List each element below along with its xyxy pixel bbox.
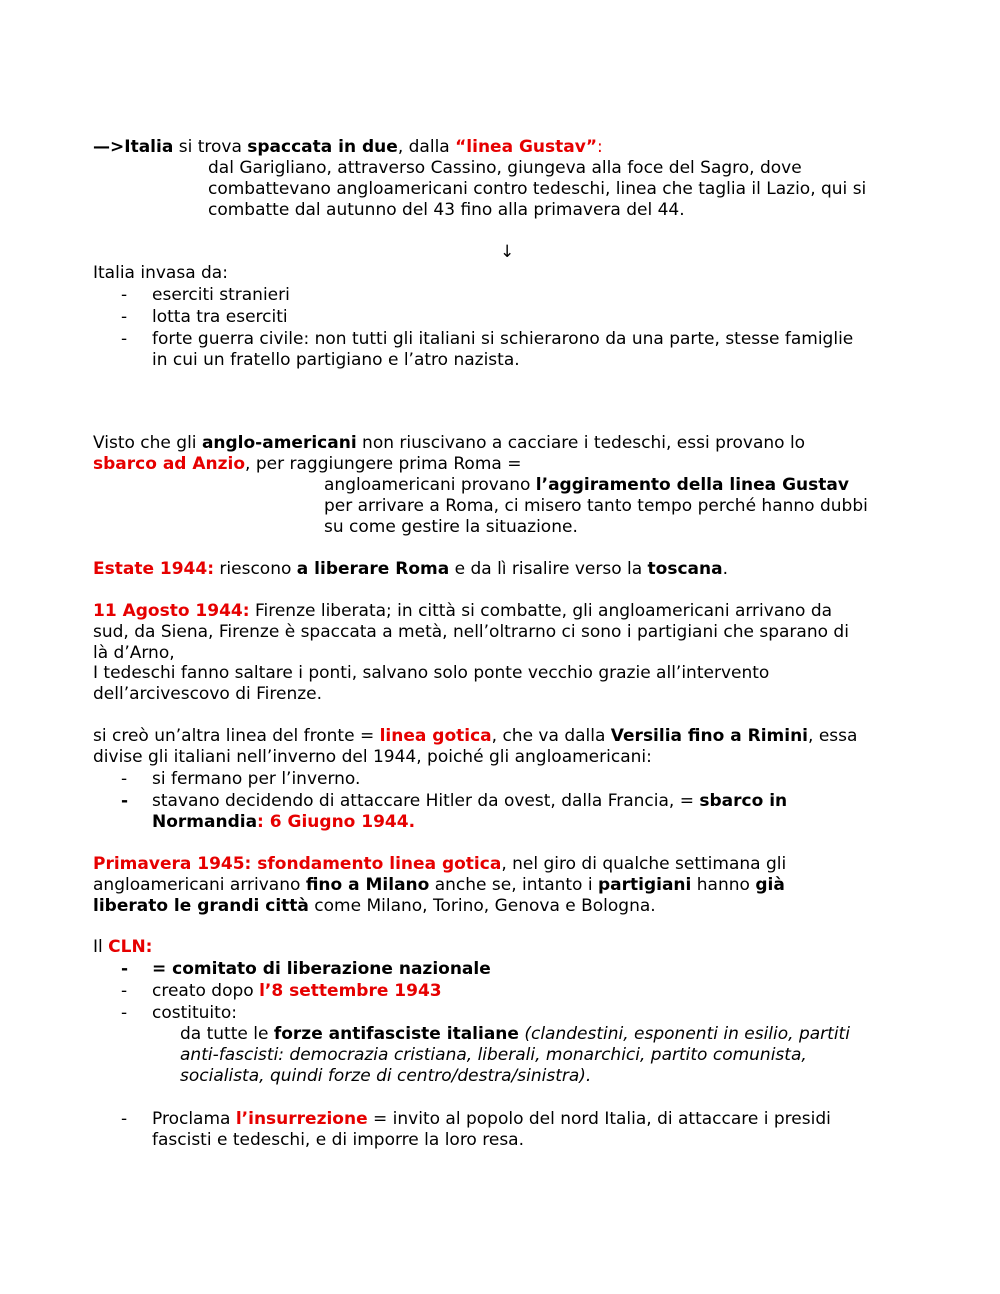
text-span: Visto che gli [93, 433, 202, 453]
bullet-dash: - [121, 1003, 128, 1023]
cln-red: CLN: [108, 937, 153, 957]
list-item: costituito: [152, 1003, 237, 1023]
primavera-line-2 [93, 875, 785, 896]
text-span: , per raggiungere prima Roma = [245, 454, 522, 474]
text-span: come Milano, Torino, Genova e Bologna. [308, 896, 656, 916]
sub-item-line-3: socialista, quindi forze di centro/destra/sinistra). [180, 1066, 592, 1086]
linea-gotica-red: linea gotica [379, 726, 492, 746]
primavera-line-3 [93, 896, 656, 917]
text-span: da tutte le [180, 1024, 274, 1044]
anzio-line-2 [93, 454, 521, 475]
text-span: Proclama [152, 1109, 236, 1129]
list-item-continuation: in cui un fratello partigiano e l’atro nazista. [152, 350, 520, 370]
text-span: , che va dalla [491, 726, 611, 746]
gustav-desc-line-2: combattevano angloamericani contro tedeschi, linea che taglia il Lazio, qui si [208, 179, 867, 199]
gotica-line-2: divise gli italiani nell’inverno del 1944, poiché gli angloamericani: [93, 747, 652, 767]
primavera-red: Primavera 1945: sfondamento linea gotica [93, 854, 502, 874]
bullet-dash: - [121, 959, 129, 979]
anzio-line-5: su come gestire la situazione. [324, 517, 578, 537]
sub-item-line-1 [180, 1024, 850, 1045]
list-item-continuation: fascisti e tedeschi, e di imporre la loro resa. [152, 1130, 524, 1150]
agosto-line-4: I tedeschi fanno saltare i ponti, salvano solo ponte vecchio grazie all’intervento [93, 663, 770, 683]
linea-gustav-red: “linea Gustav” [455, 137, 598, 157]
estate-1944-line [93, 559, 728, 580]
list-item [152, 1109, 831, 1130]
agosto-line-2: sud, da Siena, Firenze è spaccata a metà, nell’oltrarno ci sono i partigiani che sparano di [93, 622, 849, 642]
milano-bold: fino a Milano [305, 875, 430, 895]
italia-bold: Italia [124, 137, 174, 157]
text-span: angloamericani arrivano [93, 875, 306, 895]
bullet-dash: - [121, 329, 128, 349]
invasion-heading: Italia invasa da: [93, 263, 228, 283]
date-red: Estate 1944: [93, 559, 215, 579]
versilia-rimini-bold: Versilia fino a Rimini [610, 726, 809, 746]
text-span: anche se, intanto i [429, 875, 598, 895]
text-span: stavano decidendo di attaccare Hitler da ovest, dalla Francia, = [152, 791, 700, 811]
gustav-line-intro [93, 137, 603, 158]
sub-item-line-2: anti-fascisti: democrazia cristiana, liberali, monarchici, partito comunista, [180, 1045, 807, 1065]
sbarco-anzio-red: sbarco ad Anzio [93, 454, 246, 474]
bullet-dash: - [121, 1109, 128, 1129]
date-red: : 6 Giugno 1944. [257, 812, 416, 832]
cln-heading [93, 937, 152, 958]
text-span: hanno [691, 875, 756, 895]
agosto-line-1 [93, 601, 832, 622]
text-span: = invito al popolo del nord Italia, di attaccare i presidi [367, 1109, 831, 1129]
text-span: , essa [808, 726, 858, 746]
insurrezione-red: l’insurrezione [235, 1109, 368, 1129]
gotica-line-1 [93, 726, 857, 747]
forze-antifasciste-bold: forze antifasciste italiane [273, 1024, 519, 1044]
text-span: . [722, 559, 729, 579]
text-span: e da lì risalire verso la [449, 559, 648, 579]
text-span: Il [93, 937, 109, 957]
aggiramento-bold: l’aggiramento della linea Gustav [535, 475, 849, 495]
text-span: non riuscivano a cacciare i tedeschi, essi provano lo [356, 433, 806, 453]
anzio-line-4: per arrivare a Roma, ci misero tanto tempo perché hanno dubbi [324, 496, 868, 516]
anglo-americani-bold: anglo-americani [201, 433, 357, 453]
sbarco-bold: sbarco in [699, 791, 788, 811]
gustav-desc-line-1: dal Garigliano, attraverso Cassino, giungeva alla foce del Sagro, dove [208, 158, 802, 178]
gustav-desc-line-3: combatte dal autunno del 43 fino alla primavera del 44. [208, 200, 685, 220]
toscana-bold: toscana [647, 559, 723, 579]
list-item: = comitato di liberazione nazionale [152, 959, 491, 979]
date-red: l’8 settembre 1943 [259, 981, 442, 1001]
partigiani-bold: partigiani [597, 875, 692, 895]
bullet-dash: - [121, 285, 128, 305]
agosto-line-5: dell’arcivescovo di Firenze. [93, 684, 323, 704]
text-span: creato dopo [152, 981, 260, 1001]
colon-red: : [597, 137, 603, 157]
date-red: 11 Agosto 1944: [93, 601, 250, 621]
list-item-continuation [152, 812, 415, 833]
liberare-roma-bold: a liberare Roma [296, 559, 450, 579]
anzio-line-1 [93, 433, 805, 454]
down-arrow-icon: ↓ [500, 242, 515, 262]
bullet-dash: - [121, 769, 128, 789]
text-span: , dalla [397, 137, 456, 157]
list-item [152, 791, 787, 812]
gia-bold: già [755, 875, 785, 895]
italic-text: (clandestini, esponenti in esilio, partiti [518, 1024, 850, 1044]
bullet-dash: - [121, 791, 129, 811]
anzio-line-3 [324, 475, 849, 496]
arrow-prefix: —> [93, 137, 125, 157]
spaccata-bold: spaccata in due [247, 137, 398, 157]
list-item: eserciti stranieri [152, 285, 290, 305]
primavera-line-1 [93, 854, 786, 875]
agosto-line-3: là d’Arno, [93, 643, 175, 663]
text-span: si trova [173, 137, 248, 157]
list-item: si fermano per l’inverno. [152, 769, 361, 789]
text-span: , nel giro di qualche settimana gli [501, 854, 787, 874]
text-span: Firenze liberata; in città si combatte, gli angloamericani arrivano da [249, 601, 833, 621]
text-span: angloamericani provano [324, 475, 536, 495]
text-span: si creò un’altra linea del fronte = [93, 726, 380, 746]
bullet-dash: - [121, 307, 128, 327]
list-item: forte guerra civile: non tutti gli italiani si schierarono da una parte, stesse famiglie [152, 329, 854, 349]
normandia-bold: Normandia [152, 812, 258, 832]
liberato-bold: liberato le grandi città [93, 896, 309, 916]
text-span: riescono [214, 559, 297, 579]
list-item [152, 981, 442, 1002]
list-item: lotta tra eserciti [152, 307, 288, 327]
bullet-dash: - [121, 981, 128, 1001]
